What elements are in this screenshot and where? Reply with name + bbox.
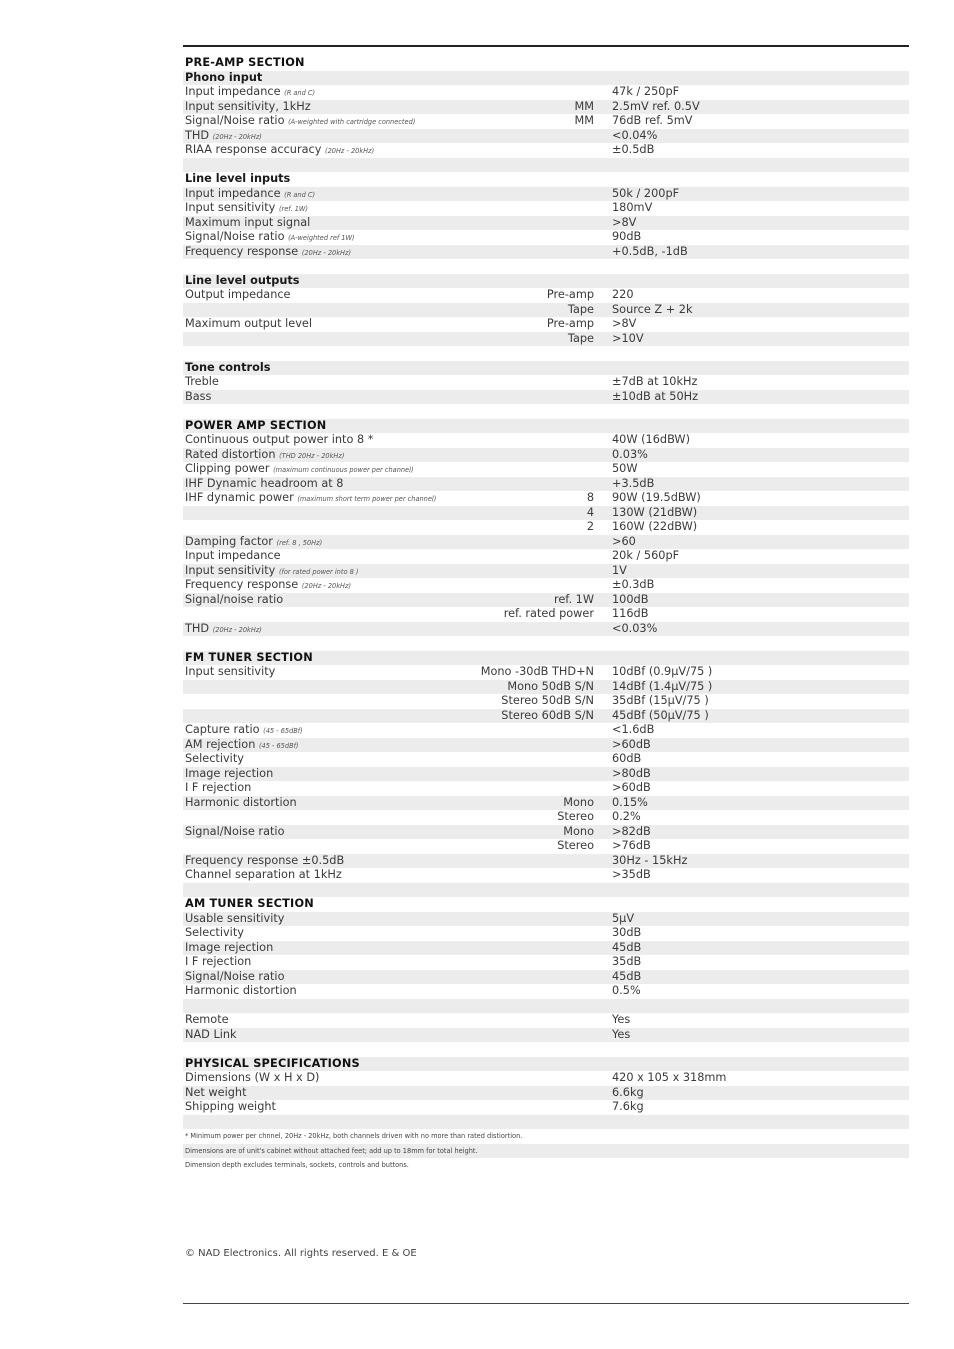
spec-sheet — [183, 45, 909, 1173]
spec-value: <0.04% — [612, 128, 658, 142]
spec-note: (20Hz - 20kHz) — [301, 582, 352, 590]
spec-value: +3.5dB — [612, 476, 655, 490]
spec-label-cell — [185, 564, 358, 580]
spec-row — [183, 549, 909, 564]
spec-label: Channel separation at 1kHz — [185, 868, 342, 881]
spec-label-cell — [185, 114, 415, 130]
footnote — [183, 1158, 909, 1173]
spec-row — [183, 520, 909, 535]
spec-row — [183, 984, 909, 999]
spec-label: Usable sensitivity — [185, 911, 285, 925]
spec-label: Harmonic distortion — [185, 984, 297, 997]
spec-value: 0.2% — [612, 810, 641, 823]
spec-row — [183, 868, 909, 883]
spec-label-cell — [185, 549, 281, 564]
spec-label-cell — [185, 955, 251, 970]
spec-label-cell — [185, 912, 284, 927]
spec-value: 35dBf (15µV/75 ) — [612, 694, 709, 707]
spec-label: RIAA response accuracy — [185, 143, 322, 156]
section-heading — [183, 419, 909, 434]
spec-label-cell — [185, 651, 313, 666]
spec-condition: Stereo 60dB S/N — [501, 708, 594, 722]
spec-label: I F rejection — [185, 781, 252, 794]
spec-row — [183, 114, 909, 129]
spec-label: Image rejection — [185, 766, 274, 780]
spec-row — [183, 129, 909, 144]
spec-note: (20Hz - 20kHz) — [212, 625, 262, 634]
spec-condition: MM — [574, 114, 594, 127]
spec-label-cell — [185, 593, 283, 608]
spec-label: Input sensitivity, 1kHz — [185, 99, 311, 113]
spec-row — [183, 303, 909, 318]
spec-label: Input impedance — [185, 186, 281, 200]
spec-label-cell — [185, 288, 291, 303]
spec-condition: Pre-amp — [546, 288, 594, 301]
spec-label-cell — [185, 854, 344, 869]
spec-note: (A-weighted ref 1W) — [288, 234, 355, 242]
spec-label-cell — [185, 868, 342, 883]
spec-label-cell — [185, 1028, 237, 1043]
spec-label: Frequency response — [185, 578, 299, 591]
spec-row — [183, 535, 909, 550]
spec-value: 45dB — [612, 940, 642, 954]
spec-row — [183, 390, 909, 405]
spec-label: Dimensions (W x H x D) — [185, 1071, 320, 1084]
spec-label-cell — [185, 1057, 360, 1072]
spec-label-cell — [185, 781, 251, 796]
spec-row — [183, 680, 909, 695]
spec-value: 90dB — [612, 230, 642, 243]
spec-row — [183, 462, 909, 477]
spec-note: (THD 20Hz - 20kHz) — [279, 451, 345, 460]
spec-row — [183, 375, 909, 390]
spec-condition: ref. rated power — [503, 607, 594, 620]
spec-label-cell — [185, 1013, 229, 1028]
spec-row — [183, 593, 909, 608]
spec-note: (20Hz - 20kHz) — [325, 147, 375, 155]
bottom-rule — [183, 1303, 909, 1304]
spec-label: POWER AMP SECTION — [185, 418, 327, 432]
spec-value: 20k / 560pF — [612, 549, 680, 562]
spec-label: Input sensitivity — [185, 201, 276, 214]
spec-row — [183, 448, 909, 463]
spec-value: 35dB — [612, 955, 642, 968]
spec-label: Input impedance — [185, 549, 281, 562]
spec-row — [183, 1013, 909, 1028]
spec-value: <0.03% — [612, 621, 658, 635]
spec-row — [183, 187, 909, 202]
spec-label-cell — [185, 448, 344, 464]
spec-value: 0.15% — [612, 795, 648, 809]
spec-label-cell — [185, 926, 244, 941]
spec-condition: Tape — [567, 302, 594, 316]
spec-row — [183, 578, 909, 593]
section-heading — [183, 651, 909, 666]
spec-note: (R and C) — [284, 190, 316, 199]
spec-label-cell — [185, 172, 290, 187]
spec-value: 420 x 105 x 318mm — [612, 1071, 727, 1084]
spec-row — [183, 796, 909, 811]
spec-label: AM rejection — [185, 737, 256, 751]
spec-label: * Minimum power per chnnel, 20Hz - 20kHz, both channels driven with no more than rated distiortion. — [185, 1132, 523, 1140]
spec-label-cell — [185, 477, 343, 492]
spec-label: Image rejection — [185, 940, 274, 954]
section-heading — [183, 1057, 909, 1072]
spacer-row — [183, 1115, 909, 1130]
spec-condition: Stereo 50dB S/N — [501, 694, 594, 707]
spec-condition: Stereo — [557, 810, 594, 823]
spec-label-cell — [185, 187, 315, 203]
section-heading — [183, 897, 909, 912]
spec-value: >60 — [612, 534, 636, 548]
spec-value: 14dBf (1.4µV/75 ) — [612, 679, 713, 693]
spec-row — [183, 491, 909, 506]
spec-condition: Tape — [567, 331, 594, 345]
spec-row — [183, 230, 909, 245]
spacer-row — [183, 404, 909, 419]
spec-condition: Mono 50dB S/N — [507, 679, 594, 693]
spec-value: >35dB — [612, 868, 651, 881]
spec-value: >8V — [612, 317, 637, 330]
spec-label-cell — [185, 85, 315, 101]
spec-row — [183, 477, 909, 492]
spec-label: Selectivity — [185, 752, 244, 765]
spec-label: Rated distortion — [185, 447, 276, 461]
spec-value: 76dB ref. 5mV — [612, 114, 693, 127]
spec-condition: ref. 1W — [553, 592, 594, 606]
spec-row — [183, 100, 909, 115]
spec-row — [183, 941, 909, 956]
group-heading — [183, 274, 909, 289]
spacer-row — [183, 999, 909, 1014]
spec-label: Signal/noise ratio — [185, 592, 284, 606]
spec-value: ±0.3dB — [612, 578, 655, 591]
spec-value: Source Z + 2k — [612, 302, 693, 316]
spec-label-cell — [185, 825, 284, 840]
spec-row — [183, 201, 909, 216]
spec-label: Input sensitivity — [185, 563, 276, 577]
spec-label: Input impedance — [185, 85, 281, 98]
spec-label-cell — [185, 723, 303, 739]
spec-row — [183, 955, 909, 970]
spec-label: Maximum input signal — [185, 215, 311, 229]
spec-label: Dimension depth excludes terminals, sockets, controls and buttons. — [185, 1161, 409, 1169]
spec-value: 1V — [612, 563, 627, 577]
spec-label-cell — [185, 796, 297, 811]
spec-row — [183, 810, 909, 825]
spec-row — [183, 767, 909, 782]
spec-condition: Mono — [563, 795, 594, 809]
spec-row — [183, 825, 909, 840]
spec-condition: Stereo — [557, 839, 594, 852]
spec-note: (maximum continuous power per channel) — [273, 466, 414, 474]
spec-value: 116dB — [612, 607, 649, 620]
spec-value: 10dBf (0.9µV/75 ) — [612, 665, 713, 678]
spec-label: NAD Link — [185, 1027, 237, 1041]
spec-condition: 2 — [586, 520, 594, 533]
spec-label: Signal/Noise ratio — [185, 230, 285, 243]
spec-value: 0.5% — [612, 984, 641, 997]
spec-label-cell — [185, 1158, 409, 1173]
spec-label-cell — [185, 56, 305, 71]
spec-condition: Pre-amp — [546, 317, 594, 330]
spec-row — [183, 564, 909, 579]
spec-label: Remote — [185, 1013, 229, 1026]
spec-label-cell — [185, 361, 270, 376]
spec-row — [183, 1071, 909, 1086]
spec-label: Harmonic distortion — [185, 795, 297, 809]
spec-label: FM TUNER SECTION — [185, 650, 313, 664]
spec-value: Yes — [612, 1027, 631, 1041]
spec-row — [183, 143, 909, 158]
spacer-row — [183, 259, 909, 274]
spec-label-cell — [185, 752, 244, 767]
spec-note: (45 - 65dBf) — [263, 727, 303, 735]
spec-note: (20Hz - 20kHz) — [212, 132, 262, 141]
spec-row — [183, 288, 909, 303]
spec-label: Clipping power — [185, 462, 270, 475]
spec-row — [183, 970, 909, 985]
top-rule — [183, 45, 909, 47]
spec-value: ±10dB at 50Hz — [612, 389, 699, 403]
spec-value: 47k / 250pF — [612, 85, 680, 98]
spec-label: Output impedance — [185, 288, 291, 301]
spec-label-cell — [185, 1100, 276, 1115]
spec-label-cell — [185, 767, 273, 782]
spec-condition: MM — [574, 99, 594, 113]
spec-condition: Mono -30dB THD+N — [480, 665, 594, 678]
spec-value: >76dB — [612, 839, 651, 852]
spec-label-cell — [185, 897, 314, 912]
spec-value: <1.6dB — [612, 723, 655, 736]
spec-row — [183, 245, 909, 260]
spec-row — [183, 781, 909, 796]
spec-value: 5µV — [612, 911, 635, 925]
spec-value: >80dB — [612, 766, 651, 780]
spec-value: 0.03% — [612, 447, 648, 461]
spec-label-cell — [185, 433, 373, 448]
spec-row — [183, 738, 909, 753]
spec-label-cell — [185, 491, 436, 507]
spec-value: 60dB — [612, 752, 642, 765]
spec-label: IHF Dynamic headroom at 8 — [185, 476, 344, 490]
spec-value: 160W (22dBW) — [612, 520, 698, 533]
spacer-row — [183, 1042, 909, 1057]
spec-label: PRE-AMP SECTION — [185, 56, 305, 69]
spec-label: Line level inputs — [185, 172, 291, 185]
spec-label-cell — [185, 375, 219, 390]
spec-condition: 4 — [586, 505, 594, 519]
spec-row — [183, 1100, 909, 1115]
spec-label: Line level outputs — [185, 273, 300, 287]
spec-label-cell — [185, 274, 300, 289]
spec-value: ±7dB at 10kHz — [612, 375, 698, 388]
spec-note: (ref. 1W) — [278, 205, 308, 213]
spec-label: I F rejection — [185, 955, 252, 968]
spec-note: (45 - 65dBf) — [258, 741, 299, 750]
spec-label: Frequency response — [185, 244, 299, 258]
spec-row — [183, 433, 909, 448]
spec-value: 2.5mV ref. 0.5V — [612, 99, 700, 113]
spec-note: (A-weighted with cartridge connected) — [288, 118, 416, 126]
spec-label-cell — [185, 71, 262, 86]
spec-row — [183, 1086, 909, 1101]
spacer-row — [183, 883, 909, 898]
spec-label-cell — [185, 462, 414, 478]
spec-label: Capture ratio — [185, 723, 260, 736]
spec-row — [183, 665, 909, 680]
spec-condition: Mono — [563, 824, 594, 838]
group-heading — [183, 361, 909, 376]
spec-value: 30dB — [612, 926, 642, 939]
spec-label: Dimensions are of unit's cabinet without attached feet; add up to 18mm for total height. — [185, 1146, 478, 1155]
spec-value: >60dB — [612, 737, 651, 751]
spec-label-cell — [185, 129, 262, 145]
spec-value: 45dB — [612, 969, 642, 983]
spec-value: >10V — [612, 331, 644, 345]
spec-value: >8V — [612, 215, 637, 229]
spec-label-cell — [185, 1129, 522, 1144]
spec-label-cell — [185, 201, 308, 217]
spec-row — [183, 854, 909, 869]
spec-value: 180mV — [612, 201, 653, 214]
spec-label-cell — [185, 578, 351, 594]
spec-label-cell — [185, 1144, 478, 1159]
spec-label: Continuous output power into 8 * — [185, 433, 374, 446]
spec-label: Input sensitivity — [185, 665, 276, 678]
spec-label: Damping factor — [185, 534, 273, 548]
spec-row — [183, 317, 909, 332]
spec-row — [183, 622, 909, 637]
section-heading — [183, 56, 909, 71]
spec-table — [183, 56, 909, 1173]
spec-value: 40W (16dBW) — [612, 433, 691, 446]
spec-label: Signal/Noise ratio — [185, 824, 285, 838]
spec-condition: 8 — [586, 491, 594, 504]
spec-label: Bass — [185, 389, 212, 403]
spacer-row — [183, 636, 909, 651]
spec-row — [183, 709, 909, 724]
spec-note: (20Hz - 20kHz) — [301, 248, 352, 257]
spec-label: THD — [185, 128, 210, 142]
spec-note: (for rated power into 8 ) — [278, 567, 359, 576]
spec-value: 100dB — [612, 592, 649, 606]
spec-note: (ref. 8 , 50Hz) — [276, 538, 323, 547]
spec-label-cell — [185, 230, 355, 246]
spec-label: Treble — [185, 375, 219, 388]
spec-label-cell — [185, 984, 297, 999]
spec-value: >82dB — [612, 824, 651, 838]
spec-label-cell — [185, 738, 298, 754]
spec-value: 50W — [612, 462, 638, 475]
spec-note: (R and C) — [284, 89, 316, 97]
spec-label-cell — [185, 100, 311, 115]
spec-value: 45dBf (50µV/75 ) — [612, 708, 709, 722]
spec-label: Tone controls — [185, 360, 271, 374]
spec-label: AM TUNER SECTION — [185, 897, 314, 910]
spec-label: Selectivity — [185, 926, 244, 939]
spec-label: Signal/Noise ratio — [185, 969, 285, 983]
spec-value: 220 — [612, 288, 634, 301]
footnote — [183, 1144, 909, 1159]
group-heading — [183, 71, 909, 86]
spec-row — [183, 723, 909, 738]
spec-value: 50k / 200pF — [612, 186, 680, 200]
spec-label: THD — [185, 621, 210, 635]
spec-value: 7.6kg — [612, 1100, 644, 1113]
spec-label: PHYSICAL SPECIFICATIONS — [185, 1056, 360, 1070]
spec-value: 30Hz - 15kHz — [612, 853, 688, 867]
spec-row — [183, 694, 909, 709]
spec-row — [183, 926, 909, 941]
spec-label-cell — [185, 622, 262, 638]
spec-label-cell — [185, 1086, 247, 1101]
spec-row — [183, 1028, 909, 1043]
spec-row — [183, 752, 909, 767]
spec-label: Signal/Noise ratio — [185, 114, 285, 127]
spacer-row — [183, 346, 909, 361]
spec-row — [183, 912, 909, 927]
spec-note: (maximum short term power per channel) — [297, 495, 437, 503]
footnote — [183, 1129, 909, 1144]
spec-label-cell — [185, 1071, 319, 1086]
spec-value: 90W (19.5dBW) — [612, 491, 701, 504]
spec-label: Frequency response ±0.5dB — [185, 853, 345, 867]
spec-label-cell — [185, 419, 326, 434]
spec-value: ±0.5dB — [612, 143, 655, 156]
spec-row — [183, 85, 909, 100]
spec-label: IHF dynamic power — [185, 491, 294, 504]
spec-label: Maximum output level — [185, 317, 312, 330]
spec-label: Shipping weight — [185, 1100, 276, 1113]
spec-label-cell — [185, 390, 211, 405]
spec-label-cell — [185, 970, 284, 985]
spec-label: Phono input — [185, 70, 263, 84]
spec-value: >60dB — [612, 781, 651, 794]
spec-row — [183, 332, 909, 347]
spec-label-cell — [185, 317, 312, 332]
spec-label-cell — [185, 216, 310, 231]
spec-label-cell — [185, 665, 275, 680]
spec-label-cell — [185, 535, 322, 551]
spacer-row — [183, 158, 909, 173]
spec-value: 6.6kg — [612, 1085, 644, 1099]
spec-value: 130W (21dBW) — [612, 505, 698, 519]
spec-label-cell — [185, 941, 273, 956]
spec-row — [183, 216, 909, 231]
spec-value: +0.5dB, -1dB — [612, 244, 688, 258]
spec-label-cell — [185, 245, 351, 261]
spec-value: Yes — [612, 1013, 631, 1026]
copyright-notice: © NAD Electronics. All rights reserved. E & OE — [185, 1248, 417, 1259]
spec-row — [183, 607, 909, 622]
group-heading — [183, 172, 909, 187]
spec-row — [183, 506, 909, 521]
spec-label: Net weight — [185, 1085, 247, 1099]
spec-row — [183, 839, 909, 854]
spec-label-cell — [185, 143, 374, 159]
